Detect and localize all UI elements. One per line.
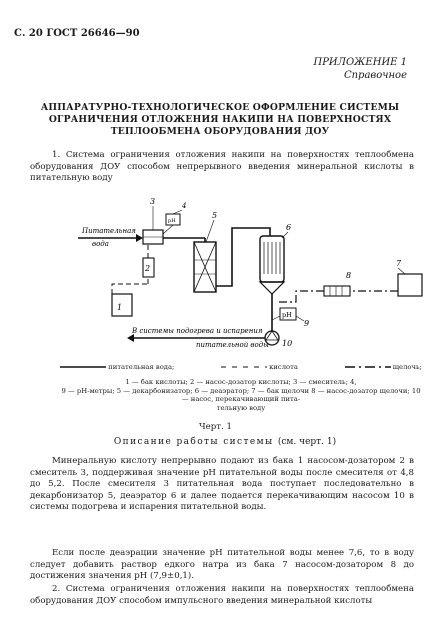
legend-items-line-2: 9 — рН-метры; 5 — декарбонизатор; 6 — деаэратор; 7 — бак щелочи 8 — насос-дозатор щелочи; 10 — насос, перекачивающий пита- bbox=[61, 386, 421, 403]
label-feed-water-2: вода bbox=[92, 240, 109, 248]
figure-caption: Черт. 1 bbox=[199, 422, 232, 432]
appendix-title: ПРИЛОЖЕНИЕ 1 bbox=[313, 57, 407, 68]
legend-alkali-label: щелочь; bbox=[392, 363, 422, 371]
legend-feed-water bbox=[60, 363, 174, 372]
intro-paragraph: 1. Система ограничения отложения накипи на поверхностях теплообмена оборудования ДОУ способом непрерывного введения минеральной кислоты в питательную воду bbox=[30, 150, 414, 183]
label-num-2: 2 bbox=[145, 264, 151, 273]
dashed-line-icon bbox=[221, 364, 267, 369]
label-num-9: 9 bbox=[304, 319, 310, 328]
legend-acid bbox=[221, 363, 298, 372]
label-num-8: 8 bbox=[346, 271, 352, 280]
body-paragraph-1: Минеральную кислоту непрерывно подают из бака 1 насосом-дозатором 2 в смеситель 3, поддерживая значение рН питательной воды после смесителя от 4,8 до 5,2. После смесителя 3 питательная вода поступает последовательно в декарбонизатор 5, деаэратор 6 и далее подается перекачивающим насосом 10 в системы подогрева и испарения питательной воды. bbox=[30, 456, 414, 512]
label-ph: pH bbox=[282, 311, 292, 319]
legend-alkali bbox=[345, 363, 422, 372]
legend-line-types bbox=[60, 363, 422, 372]
label-heating: В системы подогрева и испарения bbox=[132, 327, 263, 335]
alkali-pump-8 bbox=[324, 286, 350, 296]
label-num-4: 4 bbox=[182, 202, 187, 210]
legend-feed-water-label: питательная вода; bbox=[108, 363, 175, 371]
legend-items-line-1: 1 — бак кислоты; 2 — насос-дозатор кислоты; 3 — смеситель; 4, bbox=[125, 378, 357, 386]
section-heading bbox=[40, 437, 410, 447]
label-num-7: 7 bbox=[396, 259, 402, 268]
document-title bbox=[20, 102, 420, 138]
dash-dot-line-icon bbox=[345, 364, 391, 369]
alkali-line-pump-deaerator bbox=[276, 291, 324, 302]
label-num-1: 1 bbox=[117, 303, 123, 312]
appendix-subtitle: Справочное bbox=[343, 70, 407, 81]
legend-acid-label: кислота bbox=[269, 363, 298, 371]
alkali-tank-7 bbox=[398, 274, 422, 296]
section-ref: (см. черт. 1) bbox=[277, 437, 337, 447]
diagram-legend bbox=[60, 363, 422, 412]
title-line-1: АППАРАТУРНО-ТЕХНОЛОГИЧЕСКОЕ ОФОРМЛЕНИЕ СИСТЕМЫ bbox=[40, 102, 400, 113]
section-title: Описание работы системы bbox=[113, 437, 274, 447]
body-paragraph-3: 2. Система ограничения отложения накипи на поверхностях теплообмена оборудования ДОУ способом импульсного введения минеральной кислоты bbox=[30, 584, 414, 606]
label-num-6: 6 bbox=[286, 223, 292, 232]
inlet-arrow bbox=[136, 234, 143, 242]
body-paragraph-2: Если после деаэрации значение рН питательной воды менее 7,6, то в воду следует добавить раствор едкого натра из бака 7 насосом-дозатором 8 до достижения значения рН (7,9±0,1). bbox=[30, 548, 414, 581]
legend-items bbox=[60, 378, 422, 412]
label-num-3: 3 bbox=[150, 197, 156, 206]
label-feed-water-out: питательной воды bbox=[196, 341, 269, 349]
appendix-label bbox=[313, 56, 407, 82]
outlet-arrow bbox=[127, 334, 134, 342]
page-header: С. 20 ГОСТ 26646—90 bbox=[14, 28, 140, 39]
label-num-10: 10 bbox=[282, 339, 293, 348]
svg-text:pH: pH bbox=[168, 218, 176, 224]
label-feed-water-1: Питательная bbox=[82, 227, 136, 235]
acid-line bbox=[112, 284, 148, 294]
label-num-5: 5 bbox=[212, 211, 218, 220]
legend-items-line-3: тельную воду bbox=[216, 403, 266, 412]
title-line-3: ТЕПЛООБМЕНА ОБОРУДОВАНИЯ ДОУ bbox=[110, 126, 330, 137]
process-diagram bbox=[0, 190, 431, 360]
title-line-2: ОГРАНИЧЕНИЯ ОТЛОЖЕНИЯ НАКИПИ НА ПОВЕРХНОСТЯХ bbox=[48, 114, 392, 125]
solid-line-icon bbox=[60, 364, 106, 369]
